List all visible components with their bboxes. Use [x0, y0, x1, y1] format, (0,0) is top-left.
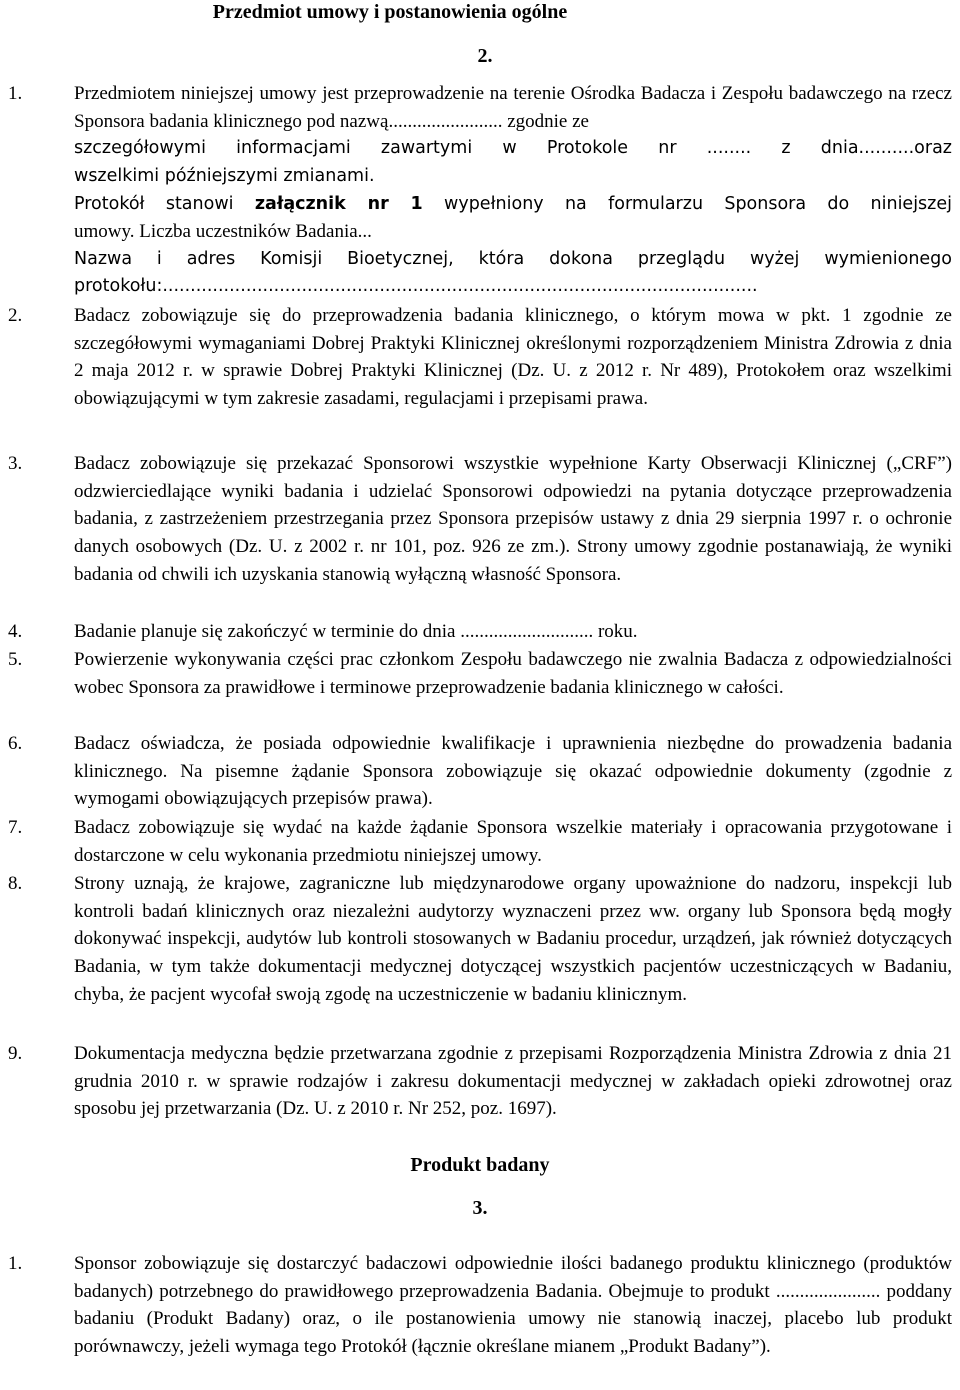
item-4-text: Badanie planuje się zakończyć w terminie do dnia ............................ roku. [74, 621, 638, 642]
item-number: 9. [8, 1043, 23, 1064]
item-number: 1. [8, 83, 23, 104]
item-5-text: Powierzenie wykonywania części prac członkom Zespołu badawczego nie zwalnia Badacza z odpowiedzialności wobec Sponsora za prawidłowe i terminowe przeprowadzenie badania klinicznego w całości. [74, 649, 952, 698]
item-1-line: Protokół stanowi załącznik nr 1 wypełniony na formularzu Sponsora do niniejszej [74, 193, 952, 214]
item-6-text: Badacz oświadcza, że posiada odpowiednie kwalifikacje i uprawnienia niezbędne do prowadzenia badania klinicznego. Na pisemne żądanie Sponsora zobowiązuje się okazać odpowiednie dokumenty (zgodnie z wymogami obowiązujących przepisów prawa). [74, 733, 952, 810]
item-3-text: Badacz zobowiązuje się przekazać Sponsorowi wszystkie wypełnione Karty Obserwacji Klinicznej („CRF”) odzwierciedlające wyniki badania i udzielać Sponsorowi odpowiedzi na pytania dotyczące przeprowadzenia badania, z zastrzeżeniem przestrzegania przez Sponsora przepisów ustawy z dnia 29 sierpnia 1997 r. o ochronie danych osobowych (Dz. U. z 2002 r. nr 101, poz. 926 ze zm.). Strony umowy zgodnie postanawiają, że wyniki badania od chwili ich uzyskania stanowią wyłączną własność Sponsora. [74, 453, 952, 585]
item-8-text: Strony uznają, że krajowe, zagraniczne lub międzynarodowe organy upoważnione do nadzoru, inspekcji lub kontroli badań klinicznych oraz niezależni audytorzy wyznaczeni przez ww. organy lub Sponsora będą mogły dokonywać inspekcji, audytów lub kontroli stosowanych w Badaniu procedur, urządzeń, jak również dotyczących Badania, w tym także dokumentacji medycznej dotyczącej wszystkich pacjentów uczestniczących w Badaniu, chyba, że pacjent wycofał swoją zgodę na uczestniczenie w badaniu klinicznym. [74, 873, 952, 1005]
attachment-label: załącznik nr 1 [254, 193, 423, 214]
item-9-text: Dokumentacja medyczna będzie przetwarzana zgodnie z przepisami Rozporządzenia Ministra Zdrowia z dnia 21 grudnia 2010 r. w sprawie rodzajów i zakresu dokumentacji medycznej w zakładach opieki zdrowotnej oraz sposobu jej przetwarzania (Dz. U. z 2010 r. Nr 252, poz. 1697). [74, 1043, 952, 1120]
item-number: 8. [8, 873, 23, 894]
item-1-participants: umowy. Liczba uczestników Badania... Nazwa i adres Komisji Bioetycznej, która dokona przeglądu wyżej wymienionego protokołu:........................................................................................................... [74, 221, 952, 297]
section-title: Produkt badany [410, 1154, 550, 1176]
item-1-line: szczegółowymi informacjami zawartymi w Protokole nr ........ z dnia..........oraz [74, 138, 952, 159]
section-number: 2. [477, 45, 493, 67]
item-number: 6. [8, 733, 23, 754]
item-1-text [74, 80, 952, 214]
s3-item-1-text: Sponsor zobowiązuje się dostarczyć badaczowi odpowiednie ilości badanego produktu klinicznego (produktów badanych) potrzebnego do prawidłowego przeprowadzenia Badania. Obejmuje to produkt ...................... poddany badaniu (Produkt Badany) oraz, o ile postanowienia umowy nie stanowią inaczej, placebo lub produkt porównawczy, jeżeli wymaga tego Protokół (łącznie określane mianem „Produkt Badany”). [74, 1253, 952, 1358]
item-2-text: Badacz zobowiązuje się do przeprowadzenia badania klinicznego, o którym mowa w pkt. 1 zgodnie ze szczegółowymi wymaganiami Dobrej Praktyki Klinicznej określonymi rozporządzeniem Ministra Zdrowia z dnia 2 maja 2012 r. w sprawie Dobrej Praktyki Klinicznej (Dz. U. z 2012 r. Nr 489), Protokołem oraz wszelkimi obowiązującymi w tym zakresie zasadami, regulacjami i przepisami prawa. [74, 305, 952, 410]
item-number: 3. [8, 453, 23, 474]
item-number: 5. [8, 649, 23, 670]
item-number: 4. [8, 621, 23, 642]
section-title: Przedmiot umowy i postanowienia ogólne [212, 1, 568, 23]
section-number: 3. [472, 1197, 488, 1219]
item-1-sans [74, 135, 952, 218]
item-1-line: wszelkimi późniejszymi zmianami. [74, 166, 375, 187]
item-number: 1. [8, 1253, 23, 1274]
item-number: 7. [8, 817, 23, 838]
item-1-serif: Przedmiotem niniejszej umowy jest przeprowadzenie na terenie Ośrodka Badacza i Zespołu badawczego na rzecz Sponsora badania klinicznego pod nazwą........................ zgodnie ze [74, 83, 952, 132]
item-number: 2. [8, 305, 23, 326]
item-7-text: Badacz zobowiązuje się wydać na każde żądanie Sponsora wszelkie materiały i opracowania przygotowane i dostarczone w celu wykonania przedmiotu niniejszej umowy. [74, 817, 952, 866]
